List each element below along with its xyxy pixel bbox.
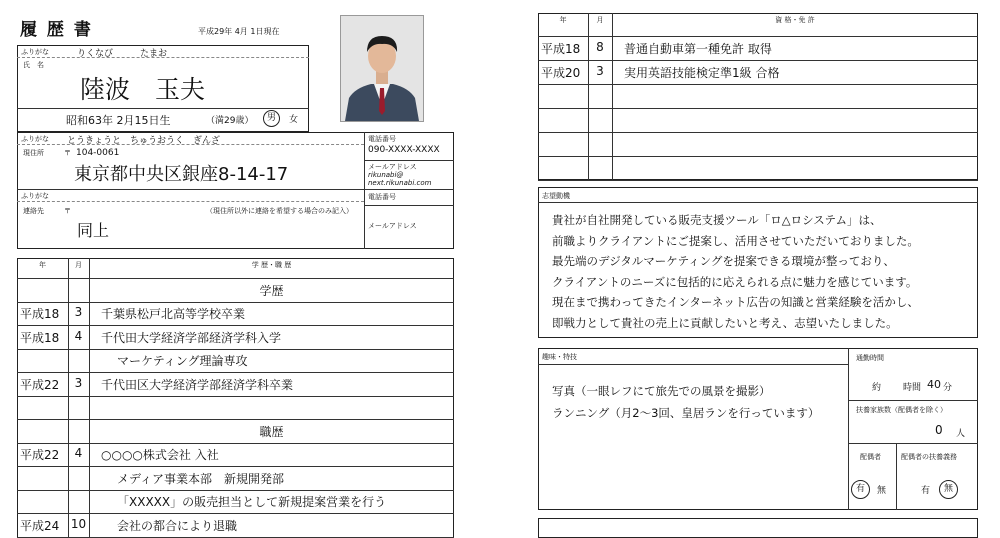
gender-male: 男 <box>266 113 276 123</box>
col-header-content: 資 格・免 許 <box>775 16 815 24</box>
birth-date: 昭和63年 2月15日生 <box>66 114 171 127</box>
col-header-year: 年 <box>559 16 567 24</box>
row-content: マーケティング理論専攻 <box>117 354 248 369</box>
current-address-label: 現住所 <box>23 149 44 157</box>
row-month: 10 <box>70 516 87 531</box>
spouse-no: 無 <box>877 486 887 496</box>
commute-hours-unit: 時間 <box>903 383 922 393</box>
current-address: 東京都中央区銀座8-14-17 <box>74 164 289 185</box>
motivation-line: 最先端のデジタルマーケティングを提案できる環境が整っており、 <box>552 254 895 268</box>
person-photo-icon <box>341 16 423 121</box>
row-content: ○○○○株式会社 入社 <box>101 448 219 463</box>
row-year: 平成18 <box>541 42 581 56</box>
row-year: 平成20 <box>541 66 581 80</box>
email-label: メールアドレス <box>368 163 417 171</box>
row-content: 千代田大学経済学部経済学科入学 <box>101 330 282 345</box>
email-line1: rikunabi@ <box>368 171 404 179</box>
support-yes: 有 <box>921 486 931 496</box>
contact-note: （現住所以外に連絡を希望する場合のみ記入） <box>206 207 353 215</box>
row-month: 3 <box>74 375 83 390</box>
name-label: 氏 名 <box>23 61 44 69</box>
phone-number: 090-XXXX-XXXX <box>368 145 440 155</box>
address-furigana-label: ふりがな <box>21 135 49 143</box>
gender-male-circled <box>263 110 280 127</box>
hobbies-label: 趣味・特技 <box>542 353 577 361</box>
spouse-yes: 有 <box>855 484 865 494</box>
motivation-text <box>552 210 919 333</box>
age: （満29歳） <box>206 116 254 126</box>
commute-prefix: 約 <box>872 383 882 393</box>
phone-label: 電話番号 <box>368 135 396 143</box>
address-furigana: とうきょうと ちゅうおうく ぎんざ <box>67 136 221 146</box>
motivation-line: 現在まで携わってきたインターネット広告の知識と営業経験を活かし、 <box>552 295 919 309</box>
row-month: 3 <box>596 64 604 78</box>
row-content: 実用英語技能検定準1級 合格 <box>624 66 780 80</box>
commute-label: 通勤時間 <box>856 354 884 362</box>
name-furigana: りくなび たまお <box>77 49 168 59</box>
row-content: 「XXXXX」の販売担当として新規提案営業を行う <box>117 495 387 510</box>
row-year: 平成24 <box>20 518 60 533</box>
row-content: 千代田区大学経済学部経済学科卒業 <box>101 377 294 392</box>
contact-postal-mark: 〒 <box>64 207 71 215</box>
postal-code: 104-0061 <box>76 148 120 158</box>
row-year: 平成22 <box>20 377 60 392</box>
name-furigana-label: ふりがな <box>21 48 49 56</box>
commute-minutes: 40 <box>927 378 941 391</box>
hobby-line: ランニング（月2〜3回、皇居ランを行っています） <box>552 406 820 420</box>
row-year: 平成22 <box>20 448 60 463</box>
col-header-content: 学 歴・職 歴 <box>251 261 292 269</box>
dependents-unit: 人 <box>956 429 966 439</box>
row-month: 4 <box>74 328 83 343</box>
row-month: 8 <box>596 40 604 54</box>
support-no: 無 <box>943 484 953 494</box>
spouse-yes-circled <box>851 480 870 499</box>
hobbies-section <box>538 348 978 510</box>
commute-minutes-unit: 分 <box>943 383 953 393</box>
col-header-month: 月 <box>75 261 82 269</box>
contact-email-label: メールアドレス <box>368 222 417 230</box>
as-of-date: 平成29年 4月 1日現在 <box>198 27 280 36</box>
contact-label: 連絡先 <box>23 207 44 215</box>
contact-furigana-label: ふりがな <box>21 192 49 200</box>
row-content: メディア事業本部 新規開発部 <box>117 471 285 486</box>
applicant-name: 陸波 玉夫 <box>80 75 206 104</box>
contact-address: 同上 <box>77 221 110 240</box>
row-content: 会社の都合により退職 <box>117 518 238 533</box>
col-header-month: 月 <box>596 16 604 24</box>
row-year: 平成18 <box>20 307 60 322</box>
motivation-line: 前職よりクライアントにご提案し、活用させていただいておりました。 <box>552 233 919 248</box>
spouse-support-label: 配偶者の扶養義務 <box>901 453 957 461</box>
row-month: 4 <box>74 446 83 461</box>
hobby-line: 写真（一眼レフにて旅先での風景を撮影） <box>552 384 771 398</box>
gender-female: 女 <box>289 115 299 125</box>
dependents-label: 扶養家族数（配偶者を除く） <box>856 406 947 414</box>
row-content: 学歴 <box>259 283 284 298</box>
motivation-line: 即戦力として貴社の売上に貢献したいと考え、志望いたしました。 <box>552 315 898 330</box>
row-month: 3 <box>74 305 83 320</box>
applicant-photo <box>340 15 424 122</box>
motivation-line: クライアントのニーズに包括的に応えられる点に魅力を感じています。 <box>552 274 918 289</box>
row-content: 普通自動車第一種免許 取得 <box>624 42 772 56</box>
motivation-line: 貴社が自社開発している販売支援ツール「ロ△ロシステム」は、 <box>552 213 882 227</box>
motivation-label: 志望動機 <box>542 192 570 200</box>
email-line2: next.rikunabi.com <box>368 179 432 187</box>
row-year: 平成18 <box>20 330 60 345</box>
licenses-table <box>538 13 978 180</box>
spouse-label: 配偶者 <box>860 453 881 461</box>
row-content: 千葉県松戸北高等学校卒業 <box>101 307 246 322</box>
dependents-value: 0 <box>935 423 943 437</box>
support-no-circled <box>939 480 958 499</box>
postal-mark: 〒 <box>64 149 71 157</box>
col-header-year: 年 <box>39 261 46 269</box>
hobbies-text <box>552 380 819 424</box>
next-section <box>538 518 978 538</box>
resume-title: 履 歴 書 <box>20 20 93 40</box>
row-content: 職歴 <box>259 424 284 439</box>
contact-phone-label: 電話番号 <box>368 193 396 201</box>
